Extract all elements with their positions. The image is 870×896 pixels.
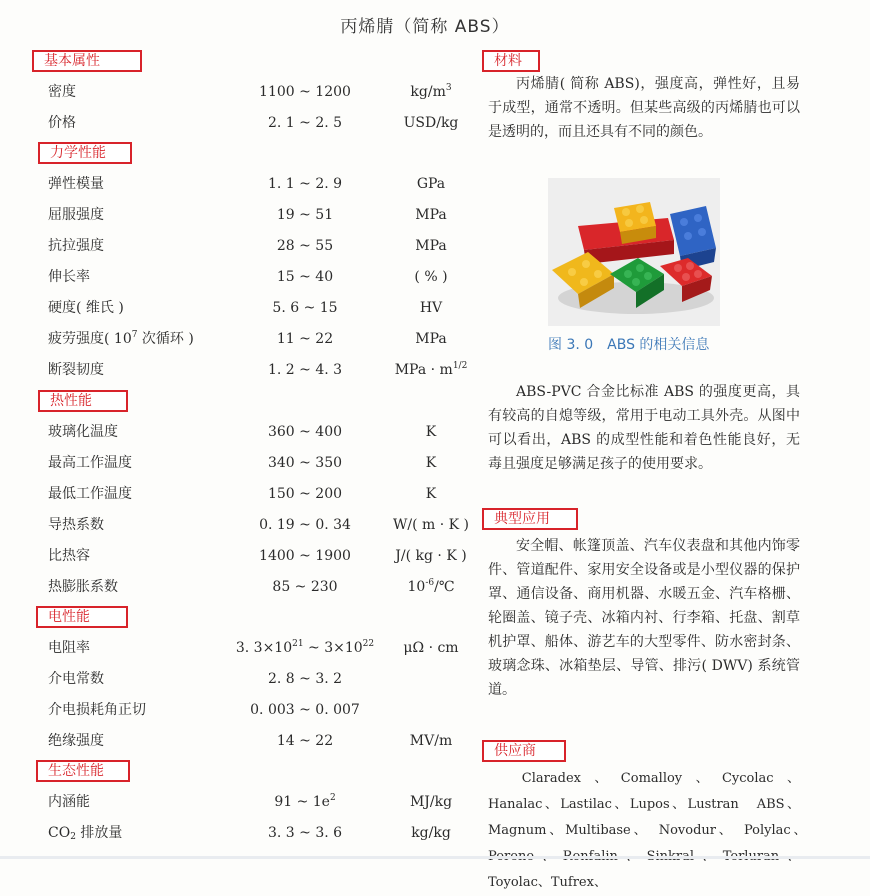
section-eco-label: 生态性能 (36, 760, 130, 782)
property-name: $CO_2$ 排放量 (48, 825, 123, 842)
property-unit: GPa (416, 176, 446, 192)
section-applications-label: 典型应用 (482, 508, 578, 530)
property-unit: MPa · $m^{1/2}$ (394, 361, 468, 378)
property-unit: K (425, 424, 437, 440)
material-description-2: ABS-PVC 合金比标准 ABS 的强度更高，具有较高的自熄等级，常用于电动工具外壳。从图中可以看出，ABS 的成型性能和着色性能良好，无毒且强度足够满足孩子的使用要求。 (488, 384, 800, 472)
property-name: 玻璃化温度 (48, 424, 118, 440)
property-row (0, 636, 470, 660)
property-name: 疲劳强度( $10^7$ 次循环 ) (48, 330, 194, 347)
property-row (0, 80, 470, 104)
property-value: 3. $3\times 10^{21}$ ~ $3\times 10^{22}$ (235, 639, 375, 656)
property-name: 电阻率 (48, 640, 90, 656)
property-unit: MPa (415, 238, 447, 254)
applications-text: 安全帽、帐篷顶盖、汽车仪表盘和其他内饰零件、管道配件、家用安全设备或是小型仪器的保护罩、通信设备、商用机器、水暖五金、汽车格栅、轮圈盖、镜子壳、冰箱内衬、行李箱、托盘、割草机护罩、船体、游艺车的大型零件、防水密封条、玻璃念珠、冰箱垫层、导管、排污( DWV) 系统管道。 (488, 538, 800, 698)
property-name: 介电损耗角正切 (48, 702, 146, 718)
property-name: 热膨胀系数 (48, 579, 118, 595)
property-value: 14 ~ 22 (276, 733, 334, 749)
property-name: 密度 (48, 84, 76, 100)
suppliers-text: Claradex、Comalloy、Cycolac、Hanalac、Lastilac、Lupos、Lustran ABS、Magnum、Multibase、 Novodur、 Polylac、 Toyolac、Tufrex、 (488, 771, 800, 890)
property-unit: W/( m · K ) (392, 517, 469, 533)
property-row (0, 821, 470, 845)
property-row (0, 296, 470, 320)
property-name: 内涵能 (48, 794, 90, 810)
section-basic-label: 基本属性 (32, 50, 142, 72)
bottom-edge (0, 856, 870, 859)
property-row (0, 667, 470, 691)
property-name: 抗拉强度 (48, 238, 104, 254)
property-name: 介电常数 (48, 671, 104, 687)
property-value: 85 ~ 230 (272, 579, 338, 595)
property-row (0, 234, 470, 258)
section-suppliers-label: 供应商 (482, 740, 566, 762)
property-unit: MPa (415, 207, 447, 223)
property-value: 2. 8 ~ 3. 2 (267, 671, 343, 687)
property-value: 19 ~ 51 (276, 207, 334, 223)
property-value: 2. 1 ~ 2. 5 (267, 115, 343, 131)
property-unit: ( % ) (414, 269, 448, 285)
property-unit: μΩ · cm (403, 640, 459, 656)
property-row (0, 451, 470, 475)
property-unit: USD/kg (403, 115, 459, 131)
property-value: 360 ~ 400 (267, 424, 343, 440)
property-row (0, 265, 470, 289)
property-value: 0. 003 ~ 0. 007 (250, 702, 360, 718)
property-row (0, 790, 470, 814)
property-unit: $10^{-6}/℃$ (407, 578, 455, 595)
property-value: 3. 3 ~ 3. 6 (267, 825, 343, 841)
property-name: 弹性模量 (48, 176, 104, 192)
material-description: 丙烯腈( 简称 ABS)，强度高，弹性好，且易于成型，通常不透明。但某些高级的丙烯腈也可以是透明的，而且还具有不同的颜色。 (488, 76, 800, 140)
property-name: 伸长率 (48, 269, 90, 285)
property-value: 91 ~ $1e^2$ (274, 793, 336, 810)
property-row (0, 575, 470, 599)
property-value: 15 ~ 40 (276, 269, 334, 285)
property-name: 屈服强度 (48, 207, 104, 223)
property-row (0, 327, 470, 351)
property-name: 价格 (48, 115, 76, 131)
property-name: 断裂韧度 (48, 362, 104, 378)
property-name: 最高工作温度 (48, 455, 132, 471)
section-thermal-label: 热性能 (38, 390, 128, 412)
property-row (0, 111, 470, 135)
property-unit: kg/kg (411, 825, 451, 841)
property-unit: MV/m (409, 733, 453, 749)
property-unit: MPa (415, 331, 447, 347)
property-row (0, 482, 470, 506)
property-name: 最低工作温度 (48, 486, 132, 502)
figure-caption: 图 3. 0 ABS 的相关信息 (548, 337, 710, 353)
property-row (0, 172, 470, 196)
property-unit: K (425, 486, 437, 502)
property-unit: MJ/kg (409, 794, 453, 810)
property-row (0, 203, 470, 227)
property-value: 0. 19 ~ 0. 34 (259, 517, 351, 533)
page-title: 丙烯腈（简称 ABS） (340, 17, 510, 37)
property-value: 1. 2 ~ 4. 3 (267, 362, 343, 378)
property-row (0, 513, 470, 537)
section-mechanical-label: 力学性能 (38, 142, 132, 164)
property-row (0, 698, 470, 722)
property-value: 1. 1 ~ 2. 9 (267, 176, 343, 192)
section-electrical-label: 电性能 (36, 606, 128, 628)
property-value: 340 ~ 350 (267, 455, 343, 471)
property-value: 1400 ~ 1900 (259, 548, 351, 564)
property-name: 比热容 (48, 548, 90, 564)
property-name: 导热系数 (48, 517, 104, 533)
property-name: 绝缘强度 (48, 733, 104, 749)
property-unit: K (425, 455, 437, 471)
property-unit: $kg/m^3$ (410, 83, 452, 100)
property-unit: J/( kg · K ) (395, 548, 467, 564)
property-value: 1100 ~ 1200 (259, 84, 351, 100)
property-value: 11 ~ 22 (276, 331, 334, 347)
section-material-label: 材料 (482, 50, 540, 72)
abs-lego-bricks-figure (548, 178, 720, 326)
property-row (0, 544, 470, 568)
property-unit: HV (419, 300, 443, 316)
property-name: 硬度( 维氏 ) (48, 300, 124, 316)
property-row (0, 358, 470, 382)
property-value: 5. 6 ~ 15 (272, 300, 338, 316)
property-row (0, 729, 470, 753)
property-value: 150 ~ 200 (267, 486, 343, 502)
property-row (0, 420, 470, 444)
property-value: 28 ~ 55 (276, 238, 334, 254)
